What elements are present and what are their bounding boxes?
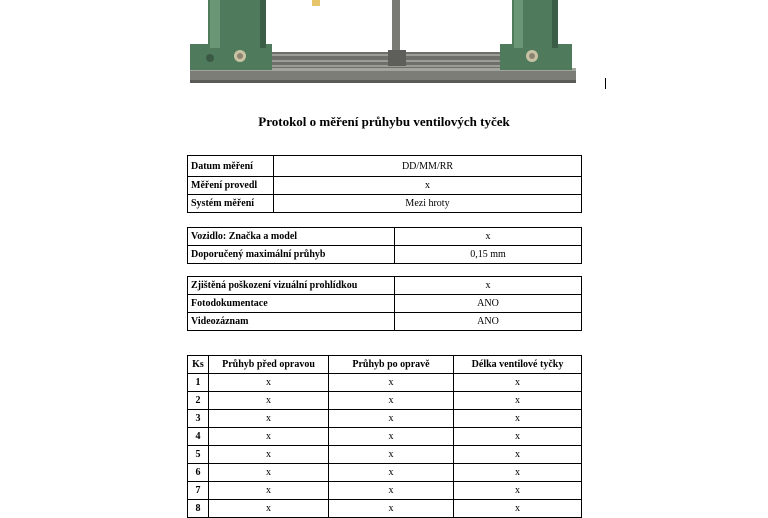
length-cell[interactable]: x [454, 446, 582, 464]
after-cell[interactable]: x [329, 374, 454, 392]
before-cell[interactable]: x [209, 392, 329, 410]
row-value[interactable]: x [274, 177, 582, 195]
ks-cell: 1 [188, 374, 209, 392]
table-row [188, 313, 582, 331]
column-header-ks: Ks [188, 356, 209, 374]
ks-cell: 7 [188, 482, 209, 500]
table-row [188, 156, 582, 177]
before-cell[interactable]: x [209, 446, 329, 464]
table-row [188, 277, 582, 295]
table-header-row [188, 356, 582, 374]
before-cell[interactable]: x [209, 464, 329, 482]
ks-cell: 4 [188, 428, 209, 446]
table-row [188, 392, 582, 410]
row-label: Systém měření [188, 195, 274, 213]
before-cell[interactable]: x [209, 428, 329, 446]
column-header-length: Délka ventilové tyčky [454, 356, 582, 374]
row-label: Videozáznam [188, 313, 395, 331]
after-cell[interactable]: x [329, 446, 454, 464]
row-value[interactable]: Mezi hroty [274, 195, 582, 213]
row-value[interactable]: ANO [395, 295, 582, 313]
before-cell[interactable]: x [209, 374, 329, 392]
length-cell[interactable]: x [454, 482, 582, 500]
table-row [188, 464, 582, 482]
table-row [188, 246, 582, 264]
after-cell[interactable]: x [329, 428, 454, 446]
after-cell[interactable]: x [329, 482, 454, 500]
column-header-before: Průhyb před opravou [209, 356, 329, 374]
measurement-info-table [187, 155, 582, 213]
measuring-stand-photo [180, 0, 580, 88]
table-row [188, 482, 582, 500]
row-label: Fotodokumentace [188, 295, 395, 313]
ks-cell: 2 [188, 392, 209, 410]
row-value[interactable]: DD/MM/RR [274, 156, 582, 177]
row-value[interactable]: x [395, 277, 582, 295]
length-cell[interactable]: x [454, 464, 582, 482]
length-cell[interactable]: x [454, 392, 582, 410]
row-label: Doporučený maximální průhyb [188, 246, 395, 264]
before-cell[interactable]: x [209, 500, 329, 518]
ks-cell: 5 [188, 446, 209, 464]
text-cursor [605, 78, 606, 89]
length-cell[interactable]: x [454, 410, 582, 428]
length-cell[interactable]: x [454, 374, 582, 392]
table-row [188, 446, 582, 464]
ks-cell: 3 [188, 410, 209, 428]
vehicle-table [187, 227, 582, 264]
length-cell[interactable]: x [454, 428, 582, 446]
row-label: Vozidlo: Značka a model [188, 228, 395, 246]
column-header-after: Průhyb po opravě [329, 356, 454, 374]
table-row [188, 295, 582, 313]
after-cell[interactable]: x [329, 410, 454, 428]
ks-cell: 8 [188, 500, 209, 518]
length-cell[interactable]: x [454, 500, 582, 518]
before-cell[interactable]: x [209, 410, 329, 428]
row-label: Datum měření [188, 156, 274, 177]
row-label: Zjištěná poškození vizuální prohlídkou [188, 277, 395, 295]
ks-cell: 6 [188, 464, 209, 482]
inspection-table [187, 276, 582, 331]
row-value[interactable]: ANO [395, 313, 582, 331]
table-row [188, 428, 582, 446]
page-title: Protokol o měření průhybu ventilových tyček [258, 114, 510, 129]
row-value[interactable]: x [395, 228, 582, 246]
table-row [188, 177, 582, 195]
after-cell[interactable]: x [329, 464, 454, 482]
table-row [188, 374, 582, 392]
table-row [188, 228, 582, 246]
measurements-table [187, 355, 582, 518]
after-cell[interactable]: x [329, 392, 454, 410]
row-label: Měření provedl [188, 177, 274, 195]
row-value[interactable]: 0,15 mm [395, 246, 582, 264]
table-row [188, 195, 582, 213]
table-row [188, 410, 582, 428]
after-cell[interactable]: x [329, 500, 454, 518]
before-cell[interactable]: x [209, 482, 329, 500]
table-row [188, 500, 582, 518]
